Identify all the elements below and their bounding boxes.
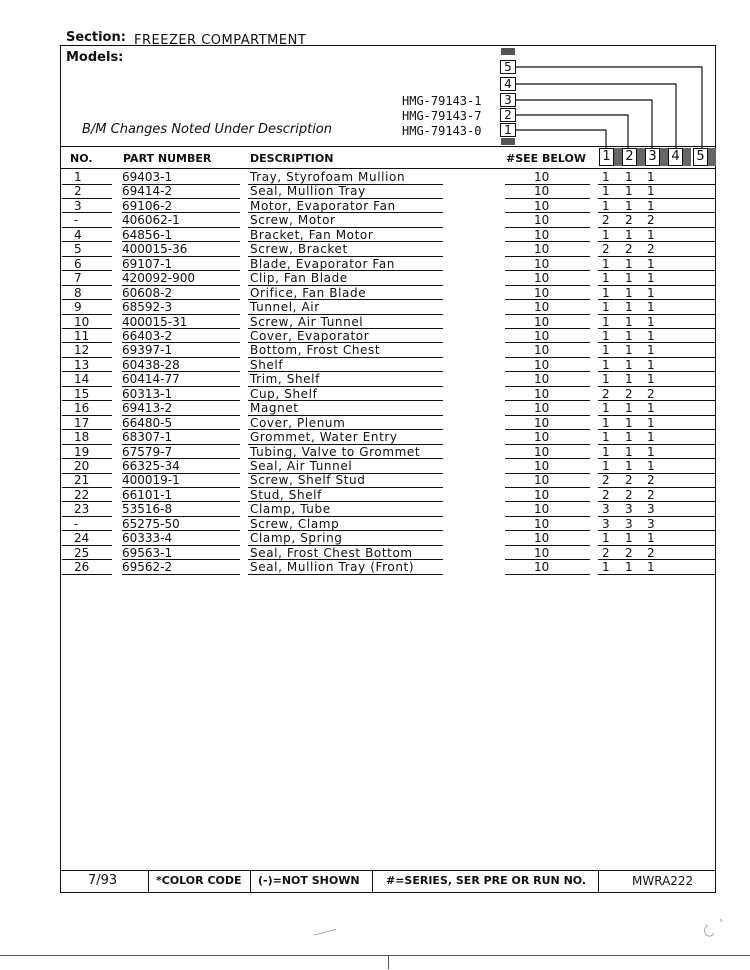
cell-qty-model-1: 1 <box>602 271 610 286</box>
row-rule <box>122 574 240 575</box>
cell-qty-model-1: 2 <box>602 213 610 228</box>
cell-qty-model-2: 2 <box>625 545 633 560</box>
cell-description: Seal, Frost Chest Bottom <box>250 545 413 560</box>
cell-qty-model-1: 1 <box>602 401 610 416</box>
cell-see-below: 10 <box>534 271 550 286</box>
cell-no: 14 <box>74 372 90 387</box>
cell-part-number: 66403-2 <box>122 328 173 343</box>
cell-see-below: 10 <box>534 328 550 343</box>
cell-qty-model-2: 1 <box>625 415 633 430</box>
cell-see-below: 10 <box>534 242 550 257</box>
cell-description: Orifice, Fan Blade <box>250 285 367 300</box>
cell-description: Tubing, Valve to Grommet <box>250 444 421 459</box>
cell-description: Magnet <box>250 401 299 416</box>
model-box-2: 2 <box>500 108 516 122</box>
cell-qty-model-2: 1 <box>625 227 633 242</box>
model-column-3: 3 <box>645 148 660 166</box>
cell-no: 11 <box>74 328 90 343</box>
model-column-2: 2 <box>622 148 637 166</box>
cell-description: Cover, Plenum <box>250 415 346 430</box>
cell-qty-model-2: 2 <box>625 487 633 502</box>
footer-not-shown: (-)=NOT SHOWN <box>258 874 360 887</box>
model-column-1: 1 <box>599 148 614 166</box>
table-row <box>62 372 716 387</box>
table-row <box>62 228 716 243</box>
cell-description: Screw, Bracket <box>250 242 348 257</box>
cell-description: Tray, Styrofoam Mullion <box>250 170 406 184</box>
cell-qty-model-3: 2 <box>647 386 655 401</box>
cell-no: 24 <box>74 531 90 546</box>
shaded-marker <box>637 148 645 166</box>
cell-no: 3 <box>74 198 82 213</box>
model-number-2: HMG-79143-7 <box>402 109 482 123</box>
cell-qty-model-3: 1 <box>647 198 655 213</box>
cell-see-below: 10 <box>534 401 550 416</box>
cell-qty-model-1: 3 <box>602 502 610 517</box>
cell-part-number: 53516-8 <box>122 502 173 517</box>
table-row <box>62 271 716 286</box>
table-row <box>62 257 716 272</box>
cell-qty-model-1: 1 <box>602 227 610 242</box>
cell-no: 22 <box>74 487 90 502</box>
cell-qty-model-3: 1 <box>647 430 655 445</box>
cell-qty-model-1: 1 <box>602 300 610 315</box>
cell-see-below: 10 <box>534 459 550 473</box>
cell-part-number: 69563-1 <box>122 545 173 560</box>
cell-no: 21 <box>74 473 90 488</box>
cell-qty-model-3: 1 <box>647 227 655 242</box>
cell-qty-model-1: 2 <box>602 473 610 488</box>
cell-no: - <box>74 516 79 531</box>
cell-part-number: 69397-1 <box>122 343 173 358</box>
cell-part-number: 68307-1 <box>122 430 173 445</box>
cell-description: Bracket, Fan Motor <box>250 227 374 242</box>
cell-qty-model-3: 1 <box>647 184 655 199</box>
cell-qty-model-1: 1 <box>602 372 610 387</box>
cell-qty-model-1: 1 <box>602 198 610 213</box>
cell-see-below: 10 <box>534 560 550 575</box>
row-rule <box>598 574 716 575</box>
cell-qty-model-1: 1 <box>602 444 610 459</box>
cell-qty-model-2: 1 <box>625 372 633 387</box>
table-row <box>62 531 716 546</box>
cell-qty-model-3: 1 <box>647 271 655 286</box>
cell-qty-model-2: 1 <box>625 328 633 343</box>
cell-part-number: 400015-31 <box>122 314 188 329</box>
cell-qty-model-3: 2 <box>647 213 655 228</box>
cell-qty-model-3: 1 <box>647 444 655 459</box>
cell-qty-model-2: 2 <box>625 386 633 401</box>
footer-date: 7/93 <box>88 873 118 888</box>
row-rule <box>62 574 112 575</box>
table-row <box>62 300 716 315</box>
table-row <box>62 502 716 517</box>
cell-qty-model-3: 3 <box>647 502 655 517</box>
page-bottom-rule <box>0 955 750 956</box>
cell-see-below: 10 <box>534 198 550 213</box>
table-row <box>62 445 716 460</box>
model-column-4: 4 <box>668 148 683 166</box>
cell-qty-model-3: 1 <box>647 170 655 184</box>
cell-see-below: 10 <box>534 343 550 358</box>
row-rule <box>505 574 590 575</box>
model-box-1: 1 <box>500 123 516 137</box>
cell-no: 9 <box>74 300 82 315</box>
table-row <box>62 286 716 301</box>
section-label: Section: <box>66 30 126 45</box>
table-row <box>62 546 716 561</box>
cell-qty-model-1: 1 <box>602 430 610 445</box>
cell-no: 20 <box>74 459 90 473</box>
cell-qty-model-2: 2 <box>625 213 633 228</box>
cell-part-number: 60438-28 <box>122 357 180 372</box>
cell-qty-model-3: 1 <box>647 328 655 343</box>
cell-part-number: 68592-3 <box>122 300 173 315</box>
cell-qty-model-2: 1 <box>625 444 633 459</box>
cell-see-below: 10 <box>534 170 550 184</box>
cell-description: Seal, Mullion Tray <box>250 184 366 199</box>
cell-part-number: 60333-4 <box>122 531 173 546</box>
cell-qty-model-2: 1 <box>625 184 633 199</box>
cell-qty-model-3: 1 <box>647 285 655 300</box>
table-row <box>62 184 716 199</box>
cell-part-number: 69562-2 <box>122 560 173 575</box>
cell-qty-model-2: 1 <box>625 271 633 286</box>
cell-qty-model-3: 1 <box>647 459 655 473</box>
cell-qty-model-2: 1 <box>625 401 633 416</box>
table-row <box>62 213 716 228</box>
model-box-4: 4 <box>500 77 516 91</box>
model-box-5: 5 <box>500 60 516 74</box>
cell-no: 1 <box>74 170 82 184</box>
model-number-3: HMG-79143-0 <box>402 124 482 138</box>
table-row <box>62 430 716 445</box>
cell-qty-model-1: 2 <box>602 242 610 257</box>
cell-description: Blade, Evaporator Fan <box>250 256 395 271</box>
model-column-5: 5 <box>693 148 708 166</box>
cell-description: Motor, Evaporator Fan <box>250 198 396 213</box>
cell-qty-model-2: 2 <box>625 242 633 257</box>
bm-changes-note: B/M Changes Noted Under Description <box>82 122 333 137</box>
cell-description: Clip, Fan Blade <box>250 271 348 286</box>
footer-separator <box>372 870 373 893</box>
cell-qty-model-3: 2 <box>647 473 655 488</box>
cell-part-number: 67579-7 <box>122 444 173 459</box>
cell-no: 10 <box>74 314 90 329</box>
cell-description: Shelf <box>250 357 284 372</box>
cell-qty-model-2: 1 <box>625 198 633 213</box>
cell-description: Seal, Mullion Tray (Front) <box>250 560 415 575</box>
cell-qty-model-2: 3 <box>625 502 633 517</box>
cell-qty-model-3: 1 <box>647 415 655 430</box>
cell-qty-model-1: 2 <box>602 386 610 401</box>
footer-separator <box>250 870 251 893</box>
cell-qty-model-1: 2 <box>602 487 610 502</box>
cell-qty-model-1: 1 <box>602 285 610 300</box>
cell-see-below: 10 <box>534 227 550 242</box>
cell-qty-model-3: 2 <box>647 242 655 257</box>
cell-no: 19 <box>74 444 90 459</box>
cell-qty-model-1: 1 <box>602 343 610 358</box>
cell-part-number: 60313-1 <box>122 386 173 401</box>
cell-part-number: 60608-2 <box>122 285 173 300</box>
cell-qty-model-1: 3 <box>602 516 610 531</box>
cell-qty-model-1: 1 <box>602 256 610 271</box>
cell-part-number: 69413-2 <box>122 401 173 416</box>
footer-divider <box>60 870 716 871</box>
shaded-marker <box>660 148 668 166</box>
footer-series-note: #=SERIES, SER PRE OR RUN NO. <box>386 874 587 887</box>
cell-qty-model-3: 1 <box>647 560 655 575</box>
model-box-3: 3 <box>500 93 516 107</box>
cell-part-number: 64856-1 <box>122 227 173 242</box>
cell-description: Screw, Clamp <box>250 516 340 531</box>
cell-qty-model-2: 1 <box>625 170 633 184</box>
cell-part-number: 66325-34 <box>122 459 180 473</box>
column-header-see-below: #SEE BELOW <box>506 152 586 165</box>
cell-qty-model-2: 1 <box>625 300 633 315</box>
cell-qty-model-3: 1 <box>647 357 655 372</box>
column-header-divider <box>60 168 716 169</box>
table-row <box>62 170 716 185</box>
cell-see-below: 10 <box>534 531 550 546</box>
cell-qty-model-3: 1 <box>647 372 655 387</box>
cell-see-below: 10 <box>534 314 550 329</box>
cell-no: 5 <box>74 242 82 257</box>
cell-qty-model-3: 1 <box>647 343 655 358</box>
cell-description: Stud, Shelf <box>250 487 322 502</box>
cell-qty-model-3: 1 <box>647 314 655 329</box>
cell-description: Screw, Shelf Stud <box>250 473 366 488</box>
table-row <box>62 387 716 402</box>
cell-qty-model-2: 1 <box>625 459 633 473</box>
cell-no: 26 <box>74 560 90 575</box>
cell-description: Clamp, Tube <box>250 502 331 517</box>
cell-see-below: 10 <box>534 256 550 271</box>
cell-qty-model-1: 1 <box>602 328 610 343</box>
shaded-marker <box>683 148 691 166</box>
cell-qty-model-1: 1 <box>602 459 610 473</box>
cell-no: 17 <box>74 415 90 430</box>
table-row <box>62 488 716 503</box>
model-number-1: HMG-79143-1 <box>402 94 482 108</box>
cell-see-below: 10 <box>534 415 550 430</box>
cell-part-number: 66480-5 <box>122 415 173 430</box>
table-row <box>62 560 716 575</box>
scan-marks <box>300 915 740 945</box>
cell-qty-model-2: 1 <box>625 357 633 372</box>
cell-qty-model-3: 1 <box>647 531 655 546</box>
cell-qty-model-2: 1 <box>625 560 633 575</box>
cell-description: Tunnel, Air <box>250 300 320 315</box>
footer-separator <box>148 870 149 893</box>
table-row <box>62 401 716 416</box>
column-header-description: DESCRIPTION <box>250 152 334 165</box>
cell-description: Cup, Shelf <box>250 386 318 401</box>
cell-part-number: 420092-900 <box>122 271 196 286</box>
cell-description: Clamp, Spring <box>250 531 343 546</box>
cell-qty-model-2: 1 <box>625 256 633 271</box>
cell-qty-model-2: 1 <box>625 314 633 329</box>
cell-see-below: 10 <box>534 300 550 315</box>
cell-no: 16 <box>74 401 90 416</box>
cell-see-below: 10 <box>534 184 550 199</box>
cell-qty-model-2: 2 <box>625 473 633 488</box>
table-row <box>62 358 716 373</box>
cell-qty-model-2: 1 <box>625 430 633 445</box>
cell-see-below: 10 <box>534 545 550 560</box>
cell-qty-model-1: 1 <box>602 560 610 575</box>
cell-qty-model-1: 2 <box>602 545 610 560</box>
footer-doc-code: MWRA222 <box>632 874 694 888</box>
table-row <box>62 517 716 532</box>
page-bottom-tick <box>388 955 389 969</box>
row-rule <box>248 574 443 575</box>
cell-qty-model-3: 2 <box>647 487 655 502</box>
cell-no: 18 <box>74 430 90 445</box>
cell-part-number: 69414-2 <box>122 184 173 199</box>
cell-qty-model-3: 2 <box>647 545 655 560</box>
cell-no: 4 <box>74 227 82 242</box>
table-row <box>62 199 716 214</box>
cell-see-below: 10 <box>534 516 550 531</box>
cell-part-number: 69106-2 <box>122 198 173 213</box>
cell-qty-model-2: 1 <box>625 343 633 358</box>
cell-description: Screw, Air Tunnel <box>250 314 364 329</box>
table-row <box>62 242 716 257</box>
cell-qty-model-2: 1 <box>625 285 633 300</box>
cell-no: - <box>74 213 79 228</box>
cell-see-below: 10 <box>534 285 550 300</box>
cell-qty-model-2: 1 <box>625 531 633 546</box>
cell-description: Cover, Evaporator <box>250 328 370 343</box>
shaded-marker <box>708 148 716 166</box>
cell-part-number: 406062-1 <box>122 213 180 228</box>
cell-see-below: 10 <box>534 487 550 502</box>
footer-separator <box>598 870 599 893</box>
cell-part-number: 69403-1 <box>122 170 173 184</box>
cell-part-number: 400019-1 <box>122 473 180 488</box>
model-leader-lines <box>0 0 750 160</box>
cell-see-below: 10 <box>534 444 550 459</box>
cell-see-below: 10 <box>534 357 550 372</box>
cell-no: 13 <box>74 357 90 372</box>
models-label: Models: <box>66 50 124 65</box>
cell-see-below: 10 <box>534 502 550 517</box>
cell-qty-model-3: 1 <box>647 256 655 271</box>
cell-qty-model-3: 1 <box>647 300 655 315</box>
cell-description: Grommet, Water Entry <box>250 430 398 445</box>
cell-qty-model-3: 1 <box>647 401 655 416</box>
footer-color-code: *COLOR CODE <box>156 874 242 887</box>
cell-part-number: 66101-1 <box>122 487 173 502</box>
cell-qty-model-1: 1 <box>602 184 610 199</box>
cell-no: 15 <box>74 386 90 401</box>
cell-description: Screw, Motor <box>250 213 336 228</box>
cell-no: 23 <box>74 502 90 517</box>
cell-qty-model-3: 3 <box>647 516 655 531</box>
cell-part-number: 400015-36 <box>122 242 188 257</box>
table-row <box>62 343 716 358</box>
cell-qty-model-2: 3 <box>625 516 633 531</box>
cell-no: 12 <box>74 343 90 358</box>
cell-see-below: 10 <box>534 213 550 228</box>
cell-qty-model-1: 1 <box>602 314 610 329</box>
cell-no: 8 <box>74 285 82 300</box>
cell-description: Trim, Shelf <box>250 372 320 387</box>
cell-see-below: 10 <box>534 473 550 488</box>
cell-qty-model-1: 1 <box>602 170 610 184</box>
cell-see-below: 10 <box>534 430 550 445</box>
cell-no: 6 <box>74 256 82 271</box>
cell-part-number: 69107-1 <box>122 256 173 271</box>
cell-no: 2 <box>74 184 82 199</box>
column-header-no: NO. <box>70 152 93 165</box>
cell-no: 25 <box>74 545 90 560</box>
table-row <box>62 473 716 488</box>
cell-description: Seal, Air Tunnel <box>250 459 353 473</box>
cell-see-below: 10 <box>534 372 550 387</box>
table-row <box>62 459 716 474</box>
table-row <box>62 315 716 330</box>
cell-description: Bottom, Frost Chest <box>250 343 381 358</box>
cell-qty-model-1: 1 <box>602 415 610 430</box>
cell-see-below: 10 <box>534 386 550 401</box>
shaded-marker <box>614 148 622 166</box>
cell-part-number: 65275-50 <box>122 516 180 531</box>
header-divider <box>60 146 716 147</box>
cell-part-number: 60414-77 <box>122 372 180 387</box>
table-row <box>62 416 716 431</box>
section-value: FREEZER COMPARTMENT <box>134 33 307 48</box>
column-header-part-number: PART NUMBER <box>123 152 212 165</box>
cell-no: 7 <box>74 271 82 286</box>
table-row <box>62 329 716 344</box>
cell-qty-model-1: 1 <box>602 357 610 372</box>
cell-qty-model-1: 1 <box>602 531 610 546</box>
